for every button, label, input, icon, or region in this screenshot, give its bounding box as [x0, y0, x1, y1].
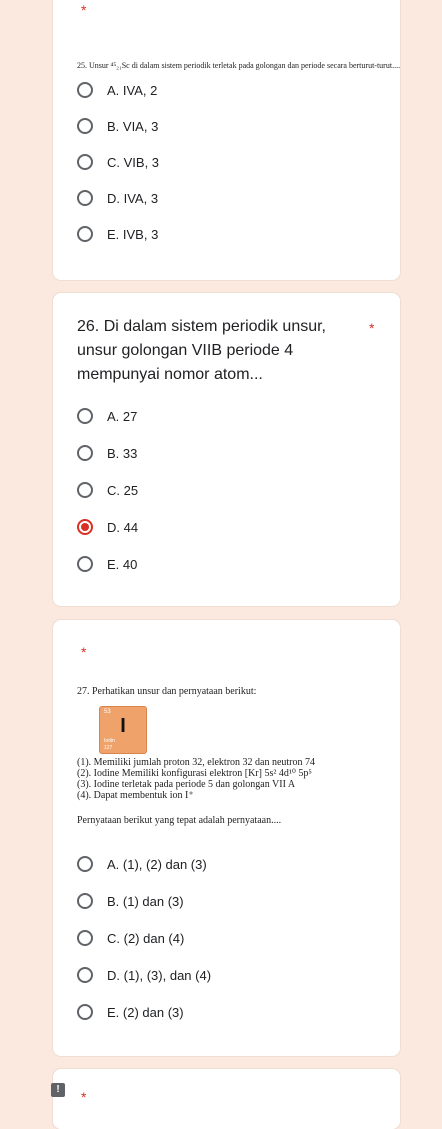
- radio-button[interactable]: [77, 190, 93, 206]
- option-e[interactable]: [77, 556, 137, 572]
- option-b[interactable]: [77, 893, 184, 909]
- required-asterisk: *: [81, 1089, 87, 1105]
- option-label: A. IVA, 2: [107, 82, 158, 98]
- required-asterisk: *: [369, 320, 375, 336]
- option-label: D. 44: [107, 519, 139, 535]
- option-e[interactable]: [77, 1004, 184, 1020]
- option-a[interactable]: [77, 82, 157, 98]
- question-card-27: [53, 620, 400, 1056]
- question-card-25: [53, 0, 400, 280]
- radio-button[interactable]: [77, 556, 93, 572]
- statement-4: (4). Dapat membentuk ion I⁺: [77, 790, 194, 801]
- option-b[interactable]: [77, 118, 158, 134]
- option-label: A. 27: [107, 408, 138, 424]
- option-d[interactable]: [77, 190, 158, 206]
- radio-button[interactable]: [77, 226, 93, 242]
- radio-button[interactable]: [77, 967, 93, 983]
- radio-button[interactable]: [77, 154, 93, 170]
- radio-button[interactable]: [77, 856, 93, 872]
- option-c[interactable]: [77, 154, 159, 170]
- radio-button[interactable]: [77, 482, 93, 498]
- option-b[interactable]: [77, 445, 137, 461]
- radio-button[interactable]: [77, 445, 93, 461]
- option-d-selected[interactable]: [77, 519, 138, 535]
- option-label: A. (1), (2) dan (3): [107, 856, 207, 872]
- option-label: E. (2) dan (3): [107, 1004, 184, 1020]
- radio-button[interactable]: [77, 118, 93, 134]
- radio-button[interactable]: [77, 408, 93, 424]
- question-card-28: [53, 1069, 400, 1129]
- radio-button[interactable]: [77, 893, 93, 909]
- option-label: C. VIB, 3: [107, 154, 160, 170]
- statement-1: (1). Memiliki jumlah proton 32, elektron 32 dan neutron 74: [77, 757, 316, 768]
- question-card-26: [53, 293, 400, 606]
- required-asterisk: *: [81, 644, 87, 660]
- option-a[interactable]: [77, 408, 137, 424]
- question-text: 26. Di dalam sistem periodik unsur, unsur golongan VIIB periode 4 mempunyai nomor atom...: [77, 318, 326, 383]
- atomic-mass: 127: [104, 745, 113, 751]
- atomic-number: 53: [104, 709, 111, 715]
- required-asterisk: *: [81, 2, 87, 18]
- radio-button-selected[interactable]: [77, 519, 93, 535]
- option-label: C. 25: [107, 482, 139, 498]
- alert-icon: !: [51, 1083, 65, 1097]
- radio-button[interactable]: [77, 1004, 93, 1020]
- option-label: E. IVB, 3: [107, 226, 159, 242]
- option-label: B. VIA, 3: [107, 118, 159, 134]
- element-tile-iodine: [99, 706, 147, 754]
- radio-button[interactable]: [77, 930, 93, 946]
- statement-2: (2). Iodine Memiliki konfigurasi elektron [Kr] 5s² 4d¹⁰ 5p⁵: [77, 768, 312, 779]
- radio-button[interactable]: [77, 82, 93, 98]
- question-text: 25. Unsur ⁴⁵₂₁Sc di dalam sistem periodik terletak pada golongan dan periode secara berturut-turut....: [77, 61, 401, 70]
- option-d[interactable]: [77, 967, 211, 983]
- option-label: B. (1) dan (3): [107, 893, 184, 909]
- question-text: 27. Perhatikan unsur dan pernyataan berikut:: [77, 686, 257, 697]
- option-a[interactable]: [77, 856, 207, 872]
- option-c[interactable]: [77, 930, 184, 946]
- statement-3: (3). Iodine terletak pada periode 5 dan golongan VII A: [77, 779, 296, 790]
- element-name: Iodin: [104, 738, 115, 744]
- option-label: D. (1), (3), dan (4): [107, 967, 212, 983]
- question-prompt: Pernyataan berikut yang tepat adalah pernyataan....: [77, 815, 282, 826]
- option-c[interactable]: [77, 482, 138, 498]
- option-label: B. 33: [107, 445, 138, 461]
- option-label: D. IVA, 3: [107, 190, 159, 206]
- option-label: E. 40: [107, 556, 138, 572]
- option-label: C. (2) dan (4): [107, 930, 185, 946]
- element-symbol: I: [120, 715, 126, 737]
- option-e[interactable]: [77, 226, 158, 242]
